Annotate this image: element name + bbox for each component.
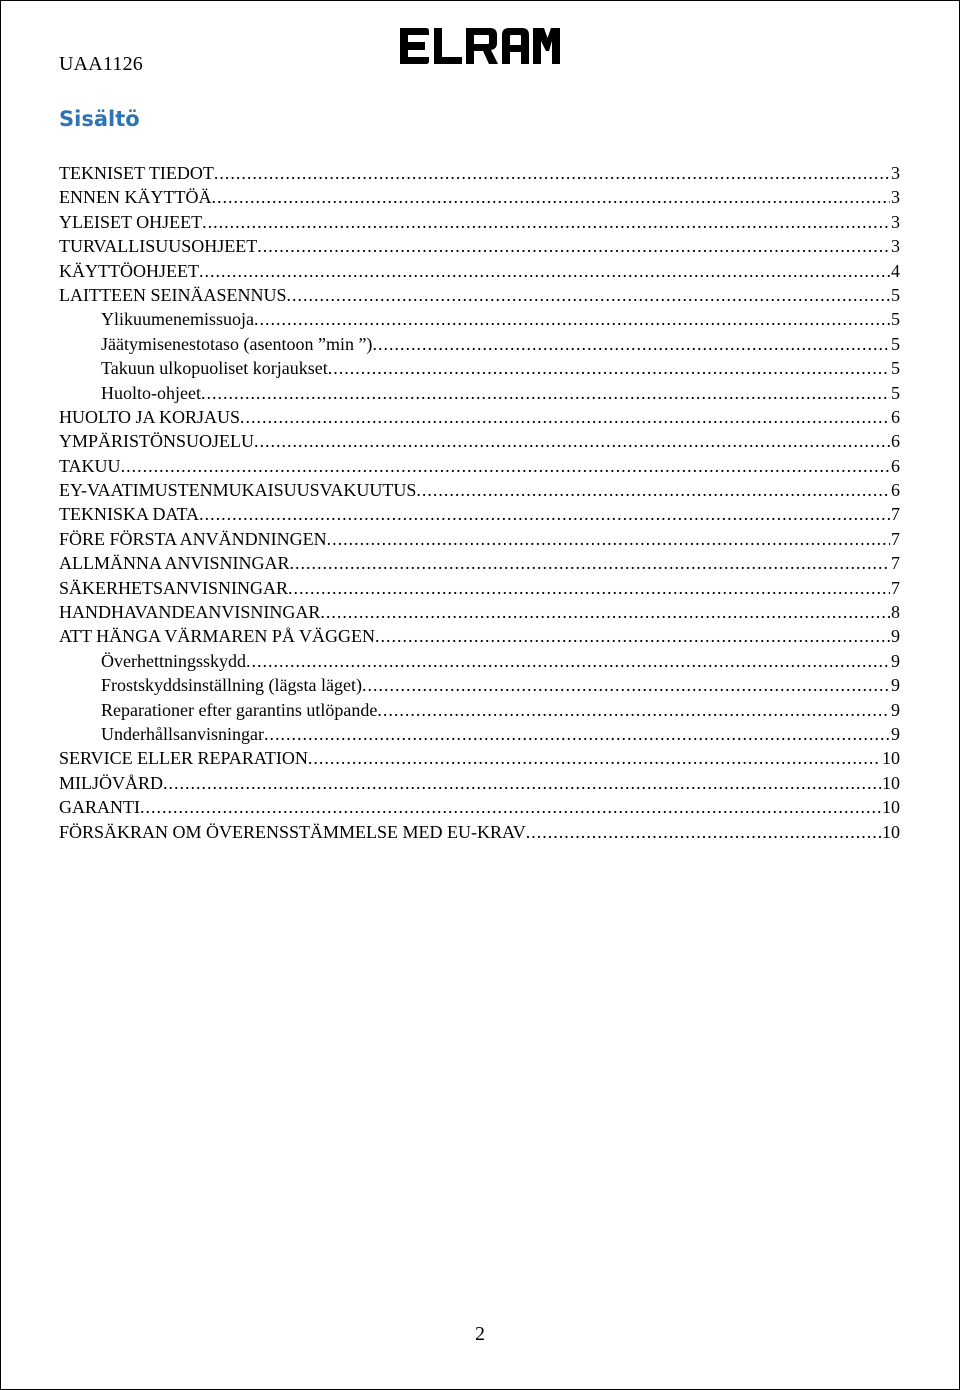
toc-entry-title: HUOLTO JA KORJAUS xyxy=(59,406,241,427)
toc-entry-page: 9 xyxy=(891,650,900,671)
toc-entry[interactable] xyxy=(59,502,900,526)
toc-dot-leader xyxy=(163,771,881,795)
toc-entry-title: ALLMÄNNA ANVISNINGAR xyxy=(59,553,290,574)
toc-subentry[interactable] xyxy=(59,673,900,697)
toc-subentry[interactable] xyxy=(59,381,900,405)
toc-entry[interactable] xyxy=(59,795,900,819)
toc-entry-page: 5 xyxy=(891,358,900,379)
toc-dot-leader xyxy=(526,820,881,844)
toc-dot-leader xyxy=(240,405,890,429)
toc-dot-leader xyxy=(308,746,881,770)
toc-entry-title: ATT HÄNGA VÄRMAREN PÅ VÄGGEN xyxy=(59,626,376,647)
toc-entry[interactable] xyxy=(59,771,900,795)
toc-entry-page: 7 xyxy=(891,528,900,549)
toc-dot-leader xyxy=(372,332,890,356)
toc-entry-page: 8 xyxy=(891,602,900,623)
toc-dot-leader xyxy=(254,429,890,453)
toc-entry[interactable] xyxy=(59,624,900,648)
toc-dot-leader xyxy=(199,502,890,526)
toc-entry-title: Jäätymisenestotaso (asentoon ”min ”) xyxy=(101,333,373,354)
toc-entry[interactable] xyxy=(59,429,900,453)
toc-entry-page: 10 xyxy=(882,797,900,818)
toc-entry[interactable] xyxy=(59,527,900,551)
toc-subentry[interactable] xyxy=(59,332,900,356)
toc-subentry[interactable] xyxy=(59,698,900,722)
toc-entry-title: TURVALLISUUSOHJEET xyxy=(59,236,258,257)
toc-dot-leader xyxy=(211,185,890,209)
toc-entry[interactable] xyxy=(59,746,900,770)
toc-dot-leader xyxy=(327,527,890,551)
toc-entry-title: GARANTI xyxy=(59,797,140,818)
toc-entry-title: LAITTEEN SEINÄASENNUS xyxy=(59,284,287,305)
toc-entry-page: 4 xyxy=(891,260,900,281)
toc-entry-title: Ylikuumenemissuoja xyxy=(101,309,254,330)
toc-entry[interactable] xyxy=(59,259,900,283)
toc-entry-title: YMPÄRISTÖNSUOJELU xyxy=(59,431,255,452)
toc-entry[interactable] xyxy=(59,576,900,600)
toc-entry-page: 5 xyxy=(891,382,900,403)
toc-dot-leader xyxy=(290,551,890,575)
toc-dot-leader xyxy=(328,356,890,380)
toc-entry-title: HANDHAVANDEANVISNINGAR xyxy=(59,602,321,623)
toc-entry-page: 10 xyxy=(882,748,900,769)
toc-subentry[interactable] xyxy=(59,356,900,380)
toc-entry[interactable] xyxy=(59,405,900,429)
toc-entry-title: SERVICE ELLER REPARATION xyxy=(59,748,308,769)
toc-entry-page: 7 xyxy=(891,577,900,598)
toc-dot-leader xyxy=(202,210,890,234)
toc-entry[interactable] xyxy=(59,600,900,624)
toc-entry-page: 10 xyxy=(882,772,900,793)
toc-entry-page: 3 xyxy=(891,236,900,257)
toc-entry-page: 10 xyxy=(882,821,900,842)
toc-entry-title: YLEISET OHJEET xyxy=(59,211,203,232)
toc-entry[interactable] xyxy=(59,210,900,234)
toc-entry-title: Huolto-ohjeet xyxy=(101,382,201,403)
toc-entry-title: Underhållsanvisningar xyxy=(101,723,264,744)
toc-subentry[interactable] xyxy=(59,307,900,331)
toc-entry-page: 6 xyxy=(891,480,900,501)
toc-entry-title: Överhettningsskydd xyxy=(101,650,246,671)
toc-entry-page: 9 xyxy=(891,675,900,696)
toc-entry-page: 9 xyxy=(891,723,900,744)
toc-entry-title: TEKNISET TIEDOT xyxy=(59,163,214,183)
toc-entry-page: 6 xyxy=(891,406,900,427)
brand-logo xyxy=(398,24,562,68)
toc-entry-page: 7 xyxy=(891,553,900,574)
toc-entry-page: 3 xyxy=(891,187,900,208)
toc-title: Sisältö xyxy=(59,107,140,131)
toc-entry-title: TEKNISKA DATA xyxy=(59,504,200,525)
table-of-contents xyxy=(59,161,900,844)
toc-entry-title: Reparationer efter garantins utlöpande xyxy=(101,699,378,720)
toc-dot-leader xyxy=(254,307,890,331)
toc-entry[interactable] xyxy=(59,161,900,185)
toc-dot-leader xyxy=(288,576,890,600)
toc-subentry[interactable] xyxy=(59,649,900,673)
toc-dot-leader xyxy=(121,454,890,478)
toc-dot-leader xyxy=(264,722,890,746)
toc-dot-leader xyxy=(199,259,890,283)
toc-entry-title: Frostskyddsinställning (lägsta läget) xyxy=(101,675,362,696)
toc-entry[interactable] xyxy=(59,478,900,502)
toc-entry-page: 9 xyxy=(891,699,900,720)
toc-entry[interactable] xyxy=(59,820,900,844)
toc-entry-title: TAKUU xyxy=(59,455,121,476)
toc-entry[interactable] xyxy=(59,234,900,258)
toc-dot-leader xyxy=(257,234,890,258)
toc-entry-page: 6 xyxy=(891,431,900,452)
toc-entry[interactable] xyxy=(59,185,900,209)
toc-entry[interactable] xyxy=(59,283,900,307)
toc-dot-leader xyxy=(246,649,890,673)
toc-entry-page: 5 xyxy=(891,333,900,354)
toc-entry-page: 3 xyxy=(891,163,900,183)
toc-entry-page: 7 xyxy=(891,504,900,525)
toc-entry-title: EY-VAATIMUSTENMUKAISUUSVAKUUTUS xyxy=(59,480,417,501)
toc-entry-title: SÄKERHETSANVISNINGAR xyxy=(59,577,289,598)
elram-logo-graphic xyxy=(398,24,562,68)
toc-entry-title: Takuun ulkopuoliset korjaukset xyxy=(101,358,328,379)
toc-entry-title: KÄYTTÖOHJEET xyxy=(59,260,199,281)
toc-dot-leader xyxy=(377,698,890,722)
toc-dot-leader xyxy=(286,283,890,307)
toc-entry-page: 5 xyxy=(891,309,900,330)
toc-entry-title: FÖRE FÖRSTA ANVÄNDNINGEN xyxy=(59,528,327,549)
toc-dot-leader xyxy=(320,600,890,624)
page-number: 2 xyxy=(475,1323,485,1345)
toc-entry-page: 9 xyxy=(891,626,900,647)
toc-dot-leader xyxy=(362,673,890,697)
toc-dot-leader xyxy=(416,478,890,502)
toc-dot-leader xyxy=(140,795,881,819)
toc-dot-leader xyxy=(375,624,890,648)
toc-entry-page: 6 xyxy=(891,455,900,476)
document-code: UAA1126 xyxy=(59,53,143,75)
toc-subentry[interactable] xyxy=(59,722,900,746)
toc-entry-title: ENNEN KÄYTTÖÄ xyxy=(59,187,212,208)
toc-entry-title: MILJÖVÅRD xyxy=(59,772,164,793)
toc-entry[interactable] xyxy=(59,551,900,575)
toc-entry-page: 5 xyxy=(891,284,900,305)
toc-entry-title: FÖRSÄKRAN OM ÖVERENSSTÄMMELSE MED EU-KRAV xyxy=(59,821,526,842)
toc-entry[interactable] xyxy=(59,454,900,478)
toc-dot-leader xyxy=(214,161,890,185)
toc-entry-page: 3 xyxy=(891,211,900,232)
toc-dot-leader xyxy=(201,381,890,405)
